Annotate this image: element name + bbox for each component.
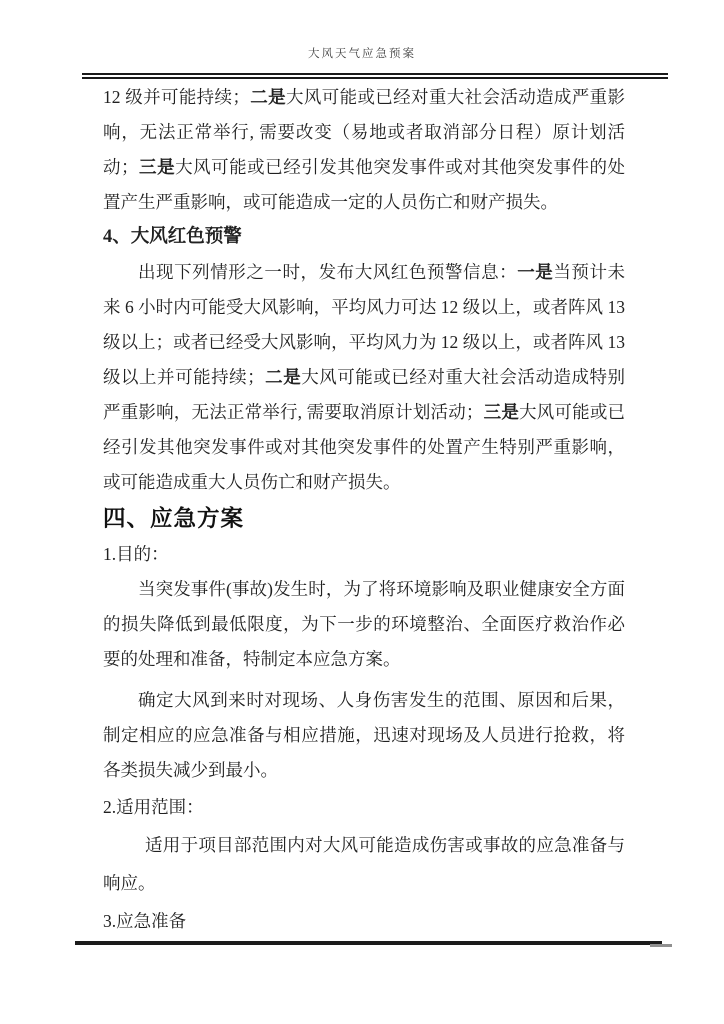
heading-preparation: 3.应急准备 [103, 911, 187, 931]
text-segment: 大风可能或已经引发其他突发事件或对其他突发事件的处置产生特别严重影响，或可能造成重大人员伤亡和财产损失。 [103, 402, 626, 492]
document-body [103, 80, 625, 940]
heading-red-warning: 4、大风红色预警 [103, 227, 242, 247]
heading-emergency-plan: 四、应急方案 [103, 506, 245, 531]
text-segment-bold: 三是 [138, 157, 176, 177]
text-segment: 当预计未来 6 小时内可能受大风影响，平均风力可达 12 级以上，或者阵风 13 级以上；或者已经受大风影响，平均风力为 12 级以上，或者阵风 13 级以上并可能持续； [103, 262, 626, 387]
paragraph-purpose-2: 确定大风到来时对现场、人身伤害发生的范围、原因和后果，制定相应的应急准备与相应措施，迅速对现场及人员进行抢救，将各类损失减少到最小。 [103, 690, 625, 780]
paragraph-red-warning [103, 255, 625, 500]
text-segment-bold: 二是 [264, 367, 302, 387]
footer-rule-end-tab [650, 944, 672, 947]
text-segment: 12 级并可能持续； [103, 87, 250, 107]
text-segment-bold: 一是 [517, 262, 554, 282]
text-segment-bold: 三是 [483, 402, 520, 422]
paragraph-purpose-1: 当突发事件(事故)发生时，为了将环境影响及职业健康安全方面的损失降低到最低限度，为下一步的环境整治、全面医疗救治作必要的处理和准备，特制定本应急方案。 [103, 579, 625, 669]
footer-rule [75, 941, 662, 945]
header-rule [82, 73, 668, 79]
text-segment: 大风可能或已经引发其他突发事件或对其他突发事件的处置产生严重影响，或可能造成一定的人员伤亡和财产损失。 [103, 157, 626, 212]
paragraph-scope: 适用于项目部范围内对大风可能造成伤害或事故的应急准备与响应。 [103, 835, 625, 893]
page-header-title: 大风天气应急预案 [308, 48, 416, 60]
text-segment-bold: 二是 [249, 87, 286, 107]
paragraph-orange-warning-continuation [103, 80, 625, 220]
heading-scope: 2.适用范围： [103, 797, 204, 817]
text-segment: 大风可能或已经对重大社会活动造成特别严重影响，无法正常举行, 需要取消原计划活动； [103, 367, 626, 422]
text-segment: 出现下列情形之一时，发布大风红色预警信息： [138, 262, 518, 282]
text-segment: 大风可能或已经对重大社会活动造成严重影响，无法正常举行, 需要改变（易地或者取消部分日程）原计划活动； [103, 87, 626, 177]
heading-purpose: 1.目的： [103, 544, 169, 564]
